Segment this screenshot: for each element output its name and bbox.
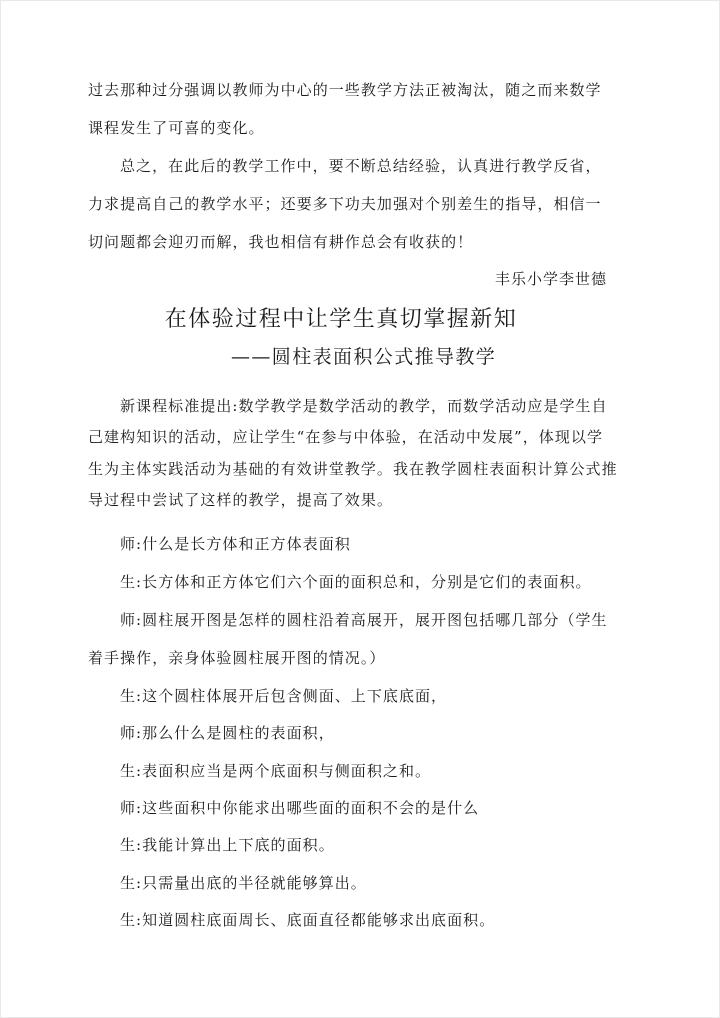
paragraph-line: 导过程中尝试了这样的教学，提高了效果。 [88,491,393,509]
dialogue-line: 生:知道圆柱底面周长、底面直径都能够求出底面积。 [120,911,496,929]
paragraph-line: 新课程标准提出:数学教学是数学活动的教学，而数学活动应是学生自 [120,397,608,415]
paragraph-line: 过去那种过分强调以教师为中心的一些教学方法正被淘汰，随之而来数学 [88,81,602,99]
dialogue-line: 生:只需量出底的半径就能够算出。 [120,874,367,892]
dialogue-line: 师:这些面积中你能求出哪些面的面积不会的是什么 [120,799,480,817]
paragraph-line: 总之，在此后的教学工作中，要不断总结经验，认真进行教学反省， [120,157,602,175]
dialogue-line: 生:表面积应当是两个底面积与侧面积之和。 [120,762,432,780]
article-title: 在体验过程中让学生真切掌握新知 [164,307,518,332]
article-subtitle: ——圆柱表面积公式推导教学 [231,346,497,368]
paragraph-line: 课程发生了可喜的变化。 [88,119,265,137]
paragraph-line: 生为主体实践活动为基础的有效讲堂教学。我在教学圆柱表面积计算公式推 [88,460,618,478]
paragraph-line: 切问题都会迎刃而解，我也相信有耕作总会有收获的！ [88,233,474,251]
dialogue-line: 着手操作，亲身体验圆柱展开图的情况。） [88,649,386,667]
dialogue-line: 师:圆柱展开图是怎样的圆柱沿着高展开，展开图包括哪几部分（学生 [120,611,608,629]
dialogue-line: 生:这个圆柱体展开后包含侧面、上下底底面， [120,687,448,705]
dialogue-line: 生:我能计算出上下底的面积。 [120,836,335,854]
dialogue-line: 生:长方体和正方体它们六个面的面积总和，分别是它们的表面积。 [120,573,592,591]
paragraph-line: 力求提高自己的教学水平；还要多下功夫加强对个别差生的指导，相信一 [88,195,602,213]
dialogue-line: 师:什么是长方体和正方体表面积 [120,535,351,553]
paragraph-line: 己建构知识的活动，应让学生“在参与中体验，在活动中发展”，体现以学 [88,428,603,446]
dialogue-line: 师:那么什么是圆柱的表面积， [120,724,335,742]
author-signature: 丰乐小学李世德 [494,270,607,288]
